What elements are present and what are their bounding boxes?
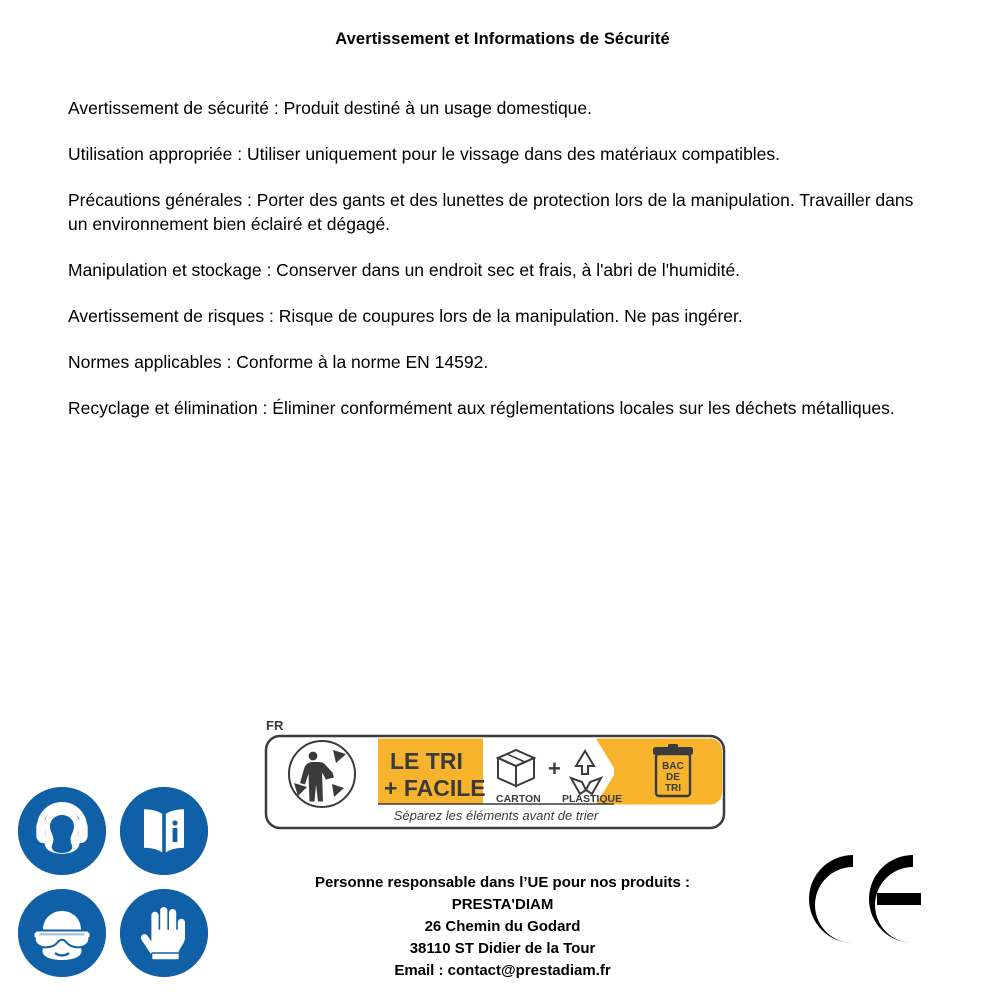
triman-material-1: CARTON: [496, 793, 541, 805]
triman-bin-line2: DE: [666, 772, 680, 783]
responsible-person-heading-suffix: pour nos produits :: [548, 874, 691, 891]
company-email: Email : contact@prestadiam.fr: [394, 962, 611, 979]
paragraph-safety-warning: Avertissement de sécurité : Produit destiné à un usage domestique.: [68, 97, 593, 118]
triman-plus: +: [548, 756, 561, 781]
company-city: 38110 ST Didier de la Tour: [409, 940, 596, 957]
paragraph-general-precautions: Précautions générales : Porter des gants et des lunettes de protection lors de la manipulation. Travailler dans un environnement bien éclairé et dégagé.: [68, 189, 914, 234]
triman-bin-line3: TRI: [664, 783, 682, 794]
paragraph-applicable-standards: Normes applicables : Conforme à la norme EN 14592.: [68, 351, 489, 372]
company-address: 26 Chemin du Godard: [424, 918, 581, 935]
triman-footer: Séparez les éléments avant de trier: [393, 808, 599, 823]
triman-recycling-label: [262, 714, 728, 840]
triman-bin-line1: BAC: [662, 761, 684, 772]
triman-headline-line2: + FACILE: [384, 775, 486, 801]
paragraph-risk-warning: Avertissement de risques : Risque de coupures lors de la manipulation. Ne pas ingérer.: [68, 305, 743, 326]
ce-marking-icon: [803, 845, 943, 953]
paragraph-handling-storage: Manipulation et stockage : Conserver dans un endroit sec et frais, à l'abri de l'humidité.: [68, 259, 741, 280]
page-title: Avertissement et Informations de Sécurité: [335, 30, 670, 48]
paragraph-proper-use: Utilisation appropriée : Utiliser uniquement pour le vissage dans des matériaux compatibles.: [68, 143, 781, 164]
ear-protection-icon: [18, 787, 106, 875]
safety-information-body: [68, 78, 936, 420]
company-name: PRESTA'DIAM: [451, 896, 554, 913]
triman-material-2: PLASTIQUE: [562, 793, 623, 805]
triman-headline-line1: LE TRI: [390, 748, 463, 774]
read-manual-icon: [120, 787, 208, 875]
responsible-person-heading-strong: UE: [527, 874, 549, 891]
paragraph-recycling-disposal: Recyclage et élimination : Éliminer conformément aux réglementations locales sur les déchets métalliques.: [68, 397, 895, 418]
svg-text:FR: FR: [266, 718, 284, 733]
responsible-person-heading-prefix: Personne responsable dans l’: [314, 874, 528, 891]
